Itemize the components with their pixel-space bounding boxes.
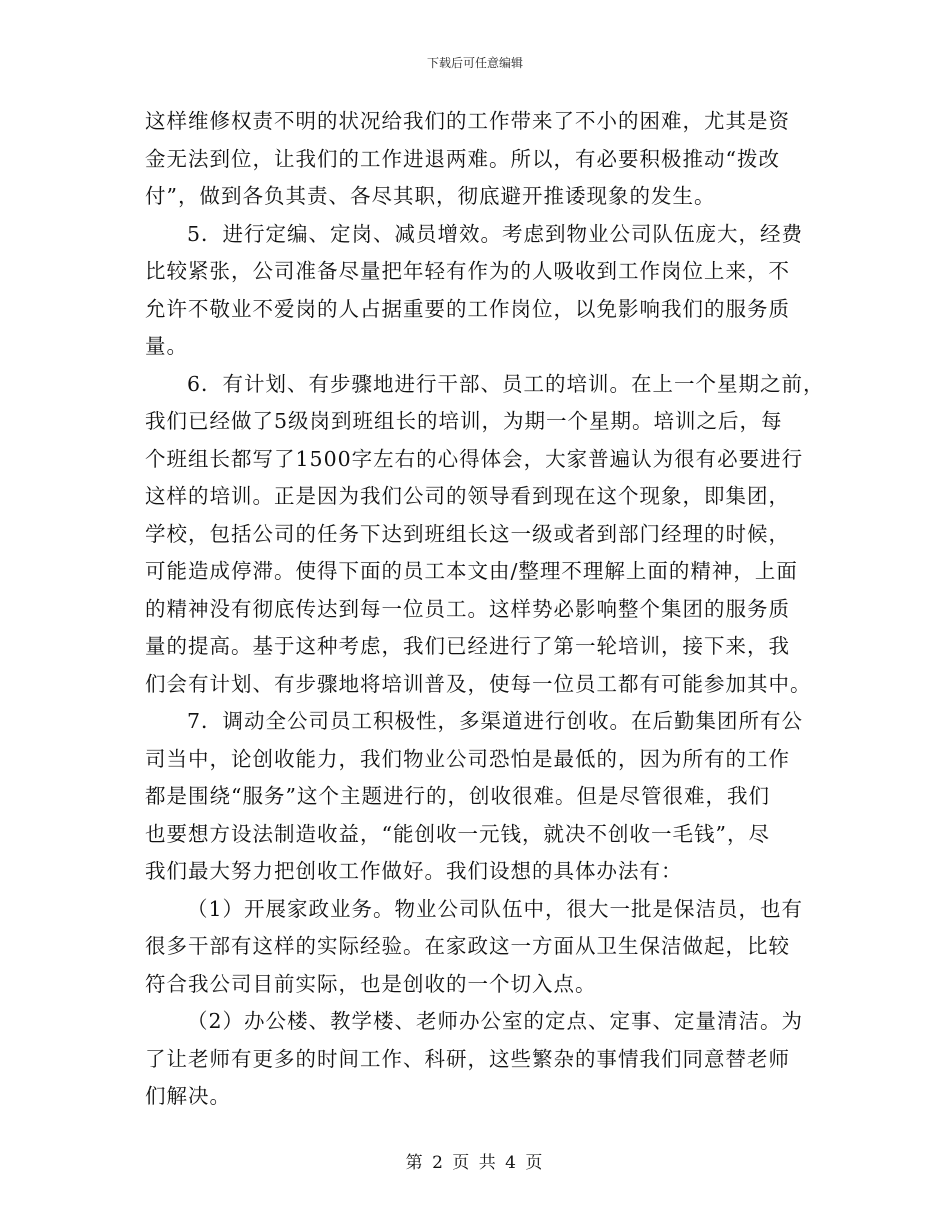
paragraph [145,1003,810,1116]
text-line: 都是围绕“服务”这个主题进行的，创收很难。但是尽管很难，我们 [145,784,770,808]
text-line: 的精神没有彻底传达到每一位员工。这样势必影响整个集团的服务质 [145,596,790,621]
text-line: 5．进行定编、定岗、减员增效。考虑到物业公司队伍庞大，经费 [187,221,804,246]
paragraph [145,216,810,366]
text-line: 允许不敬业不爱岗的人占据重要的工作岗位，以免影响我们的服务质 [145,296,790,321]
text-line: 量。 [145,334,188,358]
text-line: 我们已经做了5级岗到班组长的培训，为期一个星期。培训之后，每 [145,409,783,433]
text-line: 们会有计划、有步骤地将培训普及，使每一位员工都有可能参加其中。 [145,671,812,696]
paragraph [145,103,810,216]
paragraph [145,366,825,704]
document-body [145,103,825,1116]
text-line: 很多干部有这样的实际经验。在家政这一方面从卫生保洁做起，比较 [145,934,790,958]
text-line: 司当中，论创收能力，我们物业公司恐怕是最低的，因为所有的工作 [145,746,790,771]
text-line: 7．调动全公司员工积极性，多渠道进行创收。在后勤集团所有公 [187,709,804,733]
page-number: 第 2 页 共 4 页 [405,1153,545,1173]
text-line: 付”，做到各负其责、各尽其职，彻底避开推诿现象的发生。 [145,184,716,208]
text-line: 6．有计划、有步骤地进行干部、员工的培训。在上一个星期之前， [187,371,825,396]
text-line: 金无法到位，让我们的工作进退两难。所以，有必要积极推动“拨改 [145,146,780,171]
page-header: 下载后可任意编辑 [426,56,523,70]
text-line: 可能造成停滞。使得下面的员工本文由/整理不理解上面的精神，上面 [145,559,798,583]
text-line: 们解决。 [145,1084,231,1108]
text-line: （2）办公楼、教学楼、老师办公室的定点、定事、定量清洁。为 [187,1009,804,1033]
paragraph [145,703,810,891]
text-line: 这样维修权责不明的状况给我们的工作带来了不小的困难，尤其是资 [145,109,790,133]
text-line: 了让老师有更多的时间工作、科研，这些繁杂的事情我们同意替老师 [145,1046,790,1071]
text-line: 个班组长都写了1500字左右的心得体会，大家普遍认为很有必要进行 [145,446,804,471]
text-line: 这样的培训。正是因为我们公司的领导看到现在这个现象，即集团， [145,484,790,508]
text-line: 我们最大努力把创收工作做好。我们设想的具体办法有： [145,859,683,883]
text-line: 符合我公司目前实际，也是创收的一个切入点。 [145,971,597,996]
text-line: 比较紧张，公司准备尽量把年轻有作为的人吸收到工作岗位上来，不 [145,259,790,283]
text-line: 量的提高。基于这种考虑，我们已经进行了第一轮培训，接下来，我 [145,634,790,658]
text-line: 也要想方设法制造收益，“能创收一元钱，就决不创收一毛钱”，尽 [145,821,770,846]
paragraph [145,891,810,1004]
text-line: （1）开展家政业务。物业公司队伍中，很大一批是保洁员，也有 [187,896,804,921]
text-line: 学校，包括公司的任务下达到班组长这一级或者到部门经理的时候， [145,521,790,546]
